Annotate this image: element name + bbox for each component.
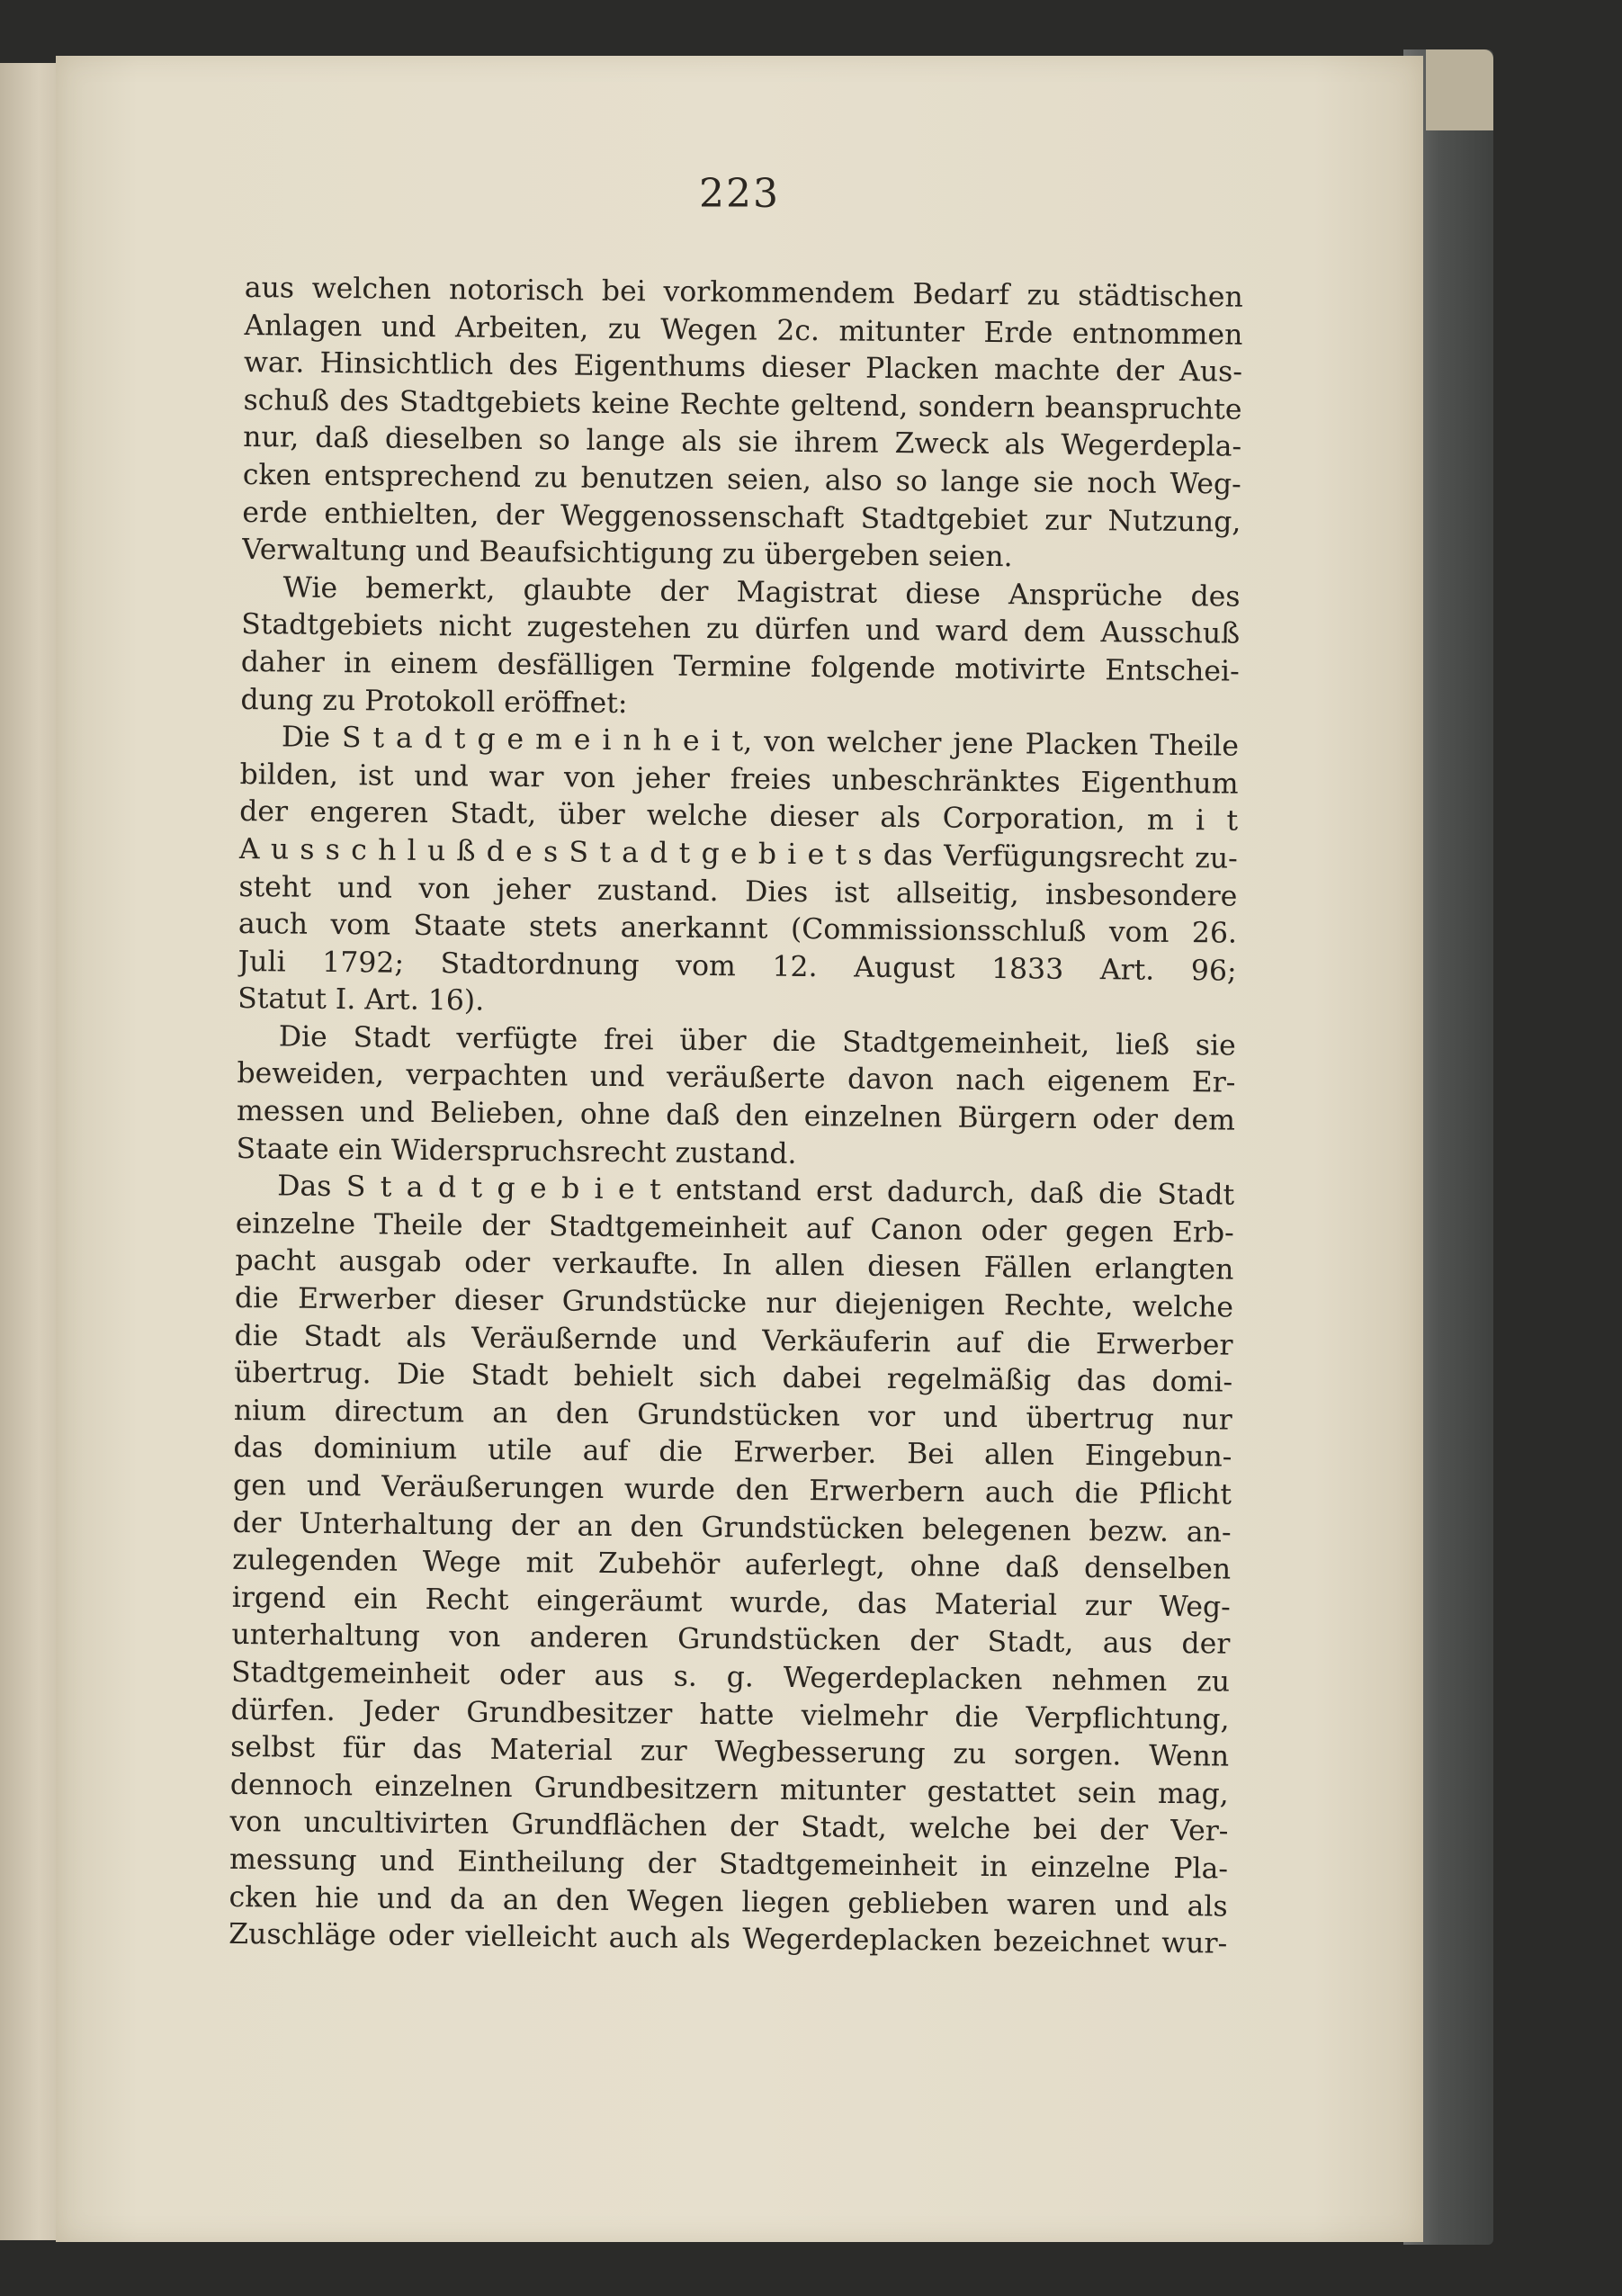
- text-line: Das S t a d t g e b i e t entstand erst dadurch, daß die Stadt: [277, 1170, 1235, 1212]
- text-line: messung und Eintheilung der Stadtgemeinheit in einzelne Pla-: [229, 1843, 1229, 1886]
- text-line: beweiden, verpachten und veräußerte davon nach eigenem Er-: [237, 1057, 1236, 1100]
- text-line: zulegenden Wege mit Zubehör auferlegt, ohne daß denselben: [232, 1544, 1232, 1586]
- text-line: der Unterhaltung der an den Grundstücken belegenen bezw. an-: [232, 1506, 1232, 1549]
- text-line: dennoch einzelnen Grundbesitzern mitunter gestattet sein mag,: [229, 1768, 1229, 1811]
- text-line: Juli 1792; Stadtordnung vom 12. August 1833 Art. 96;: [237, 945, 1237, 988]
- text-line: Wie bemerkt, glaubte der Magistrat diese Ansprüche des: [282, 571, 1241, 614]
- text-line: irgend ein Recht eingeräumt wurde, das Material zur Weg-: [231, 1581, 1231, 1624]
- text-line: Staate ein Widerspruchsrecht zustand.: [236, 1132, 797, 1170]
- text-line: bilden, ist und war von jeher freies unbeschränktes Eigenthum: [239, 758, 1239, 801]
- text-line: daher in einem desfälligen Termine folgende motivirte Entschei-: [240, 645, 1240, 688]
- text-line: nur, daß dieselben so lange als sie ihrem Zweck als Wegerdepla-: [243, 421, 1242, 464]
- text-line: Statut I. Art. 16).: [237, 982, 485, 1018]
- text-line: aus welchen notorisch bei vorkommendem Bedarf zu städtischen: [244, 271, 1243, 314]
- body-text: [229, 270, 1243, 1963]
- text-line: die Erwerber dieser Grundstücke nur diejenigen Rechte, welche: [234, 1281, 1234, 1324]
- text-line: pacht ausgab oder verkaufte. In allen diesen Fällen erlangten: [235, 1244, 1234, 1287]
- text-line: A u s s c h l u ß d e s S t a d t g e b i e t s das Verfügungsrecht zu-: [238, 832, 1238, 875]
- text-line: von uncultivirten Grundflächen der Stadt, welche bei der Ver-: [229, 1806, 1229, 1848]
- book-page: [56, 56, 1423, 2242]
- text-line: Die S t a d t g e m e i n h e i t, von welcher jene Placken Theile: [281, 721, 1240, 763]
- text-line: Verwaltung und Beaufsichtigung zu übergeben seien.: [241, 534, 1013, 574]
- text-line: der engeren Stadt, über welche dieser als Corporation, m i t: [239, 795, 1239, 838]
- text-line: schuß des Stadtgebiets keine Rechte geltend, sondern beanspruchte: [243, 383, 1242, 426]
- text-line: dürfen. Jeder Grundbesitzer hatte vielmehr die Verpflichtung,: [230, 1693, 1230, 1736]
- book-cover-corner: [1426, 49, 1493, 130]
- text-line: dung zu Protokoll eröffnet:: [240, 683, 628, 720]
- text-line: selbst für das Material zur Wegbesserung zu sorgen. Wenn: [230, 1731, 1230, 1773]
- text-line: Stadtgemeinheit oder aus s. g. Wegerdeplacken nehmen zu: [230, 1655, 1231, 1699]
- text-line: das dominium utile auf die Erwerber. Bei allen Eingebun-: [233, 1431, 1232, 1475]
- text-line: cken hie und da an den Wegen liegen geblieben waren und als: [229, 1880, 1228, 1924]
- text-line: war. Hinsichtlich des Eigenthums dieser Placken machte der Aus-: [243, 346, 1243, 389]
- text-line: Stadtgebiets nicht zugestehen zu dürfen und ward dem Ausschuß: [241, 608, 1241, 650]
- text-line: cken entsprechend zu benutzen seien, also so lange sie noch Weg-: [242, 458, 1241, 501]
- text-line: einzelne Theile der Stadtgemeinheit auf Canon oder gegen Erb-: [235, 1206, 1234, 1250]
- text-line: messen und Belieben, ohne daß den einzelnen Bürgern oder dem: [236, 1095, 1236, 1137]
- text-line: übertrug. Die Stadt behielt sich dabei regelmäßig das domi-: [234, 1357, 1233, 1399]
- text-line: erde enthielten, der Weggenossenschaft Stadtgebiet zur Nutzung,: [242, 496, 1241, 539]
- text-line: Zuschläge oder vielleicht auch als Wegerdeplacken bezeichnet wur-: [229, 1918, 1228, 1960]
- text-line: gen und Veräußerungen wurde den Erwerbern auch die Pflicht: [232, 1468, 1232, 1511]
- text-line: Die Stadt verfügte frei über die Stadtgemeinheit, ließ sie: [278, 1020, 1236, 1063]
- text-line: die Stadt als Veräußernde und Verkäuferin auf die Erwerber: [234, 1319, 1233, 1362]
- text-line: nium directum an den Grundstücken vor und übertrug nur: [233, 1394, 1232, 1437]
- page-number: 223: [699, 171, 780, 217]
- text-line: auch vom Staate stets anerkannt (Commissionsschluß vom 26.: [237, 908, 1238, 950]
- text-line: unterhaltung von anderen Grundstücken der Stadt, aus der: [231, 1619, 1231, 1661]
- text-line: steht und von jeher zustand. Dies ist allseitig, insbesondere: [238, 870, 1238, 913]
- text-line: Anlagen und Arbeiten, zu Wegen 2c. mitunter Erde entnommen: [244, 309, 1243, 352]
